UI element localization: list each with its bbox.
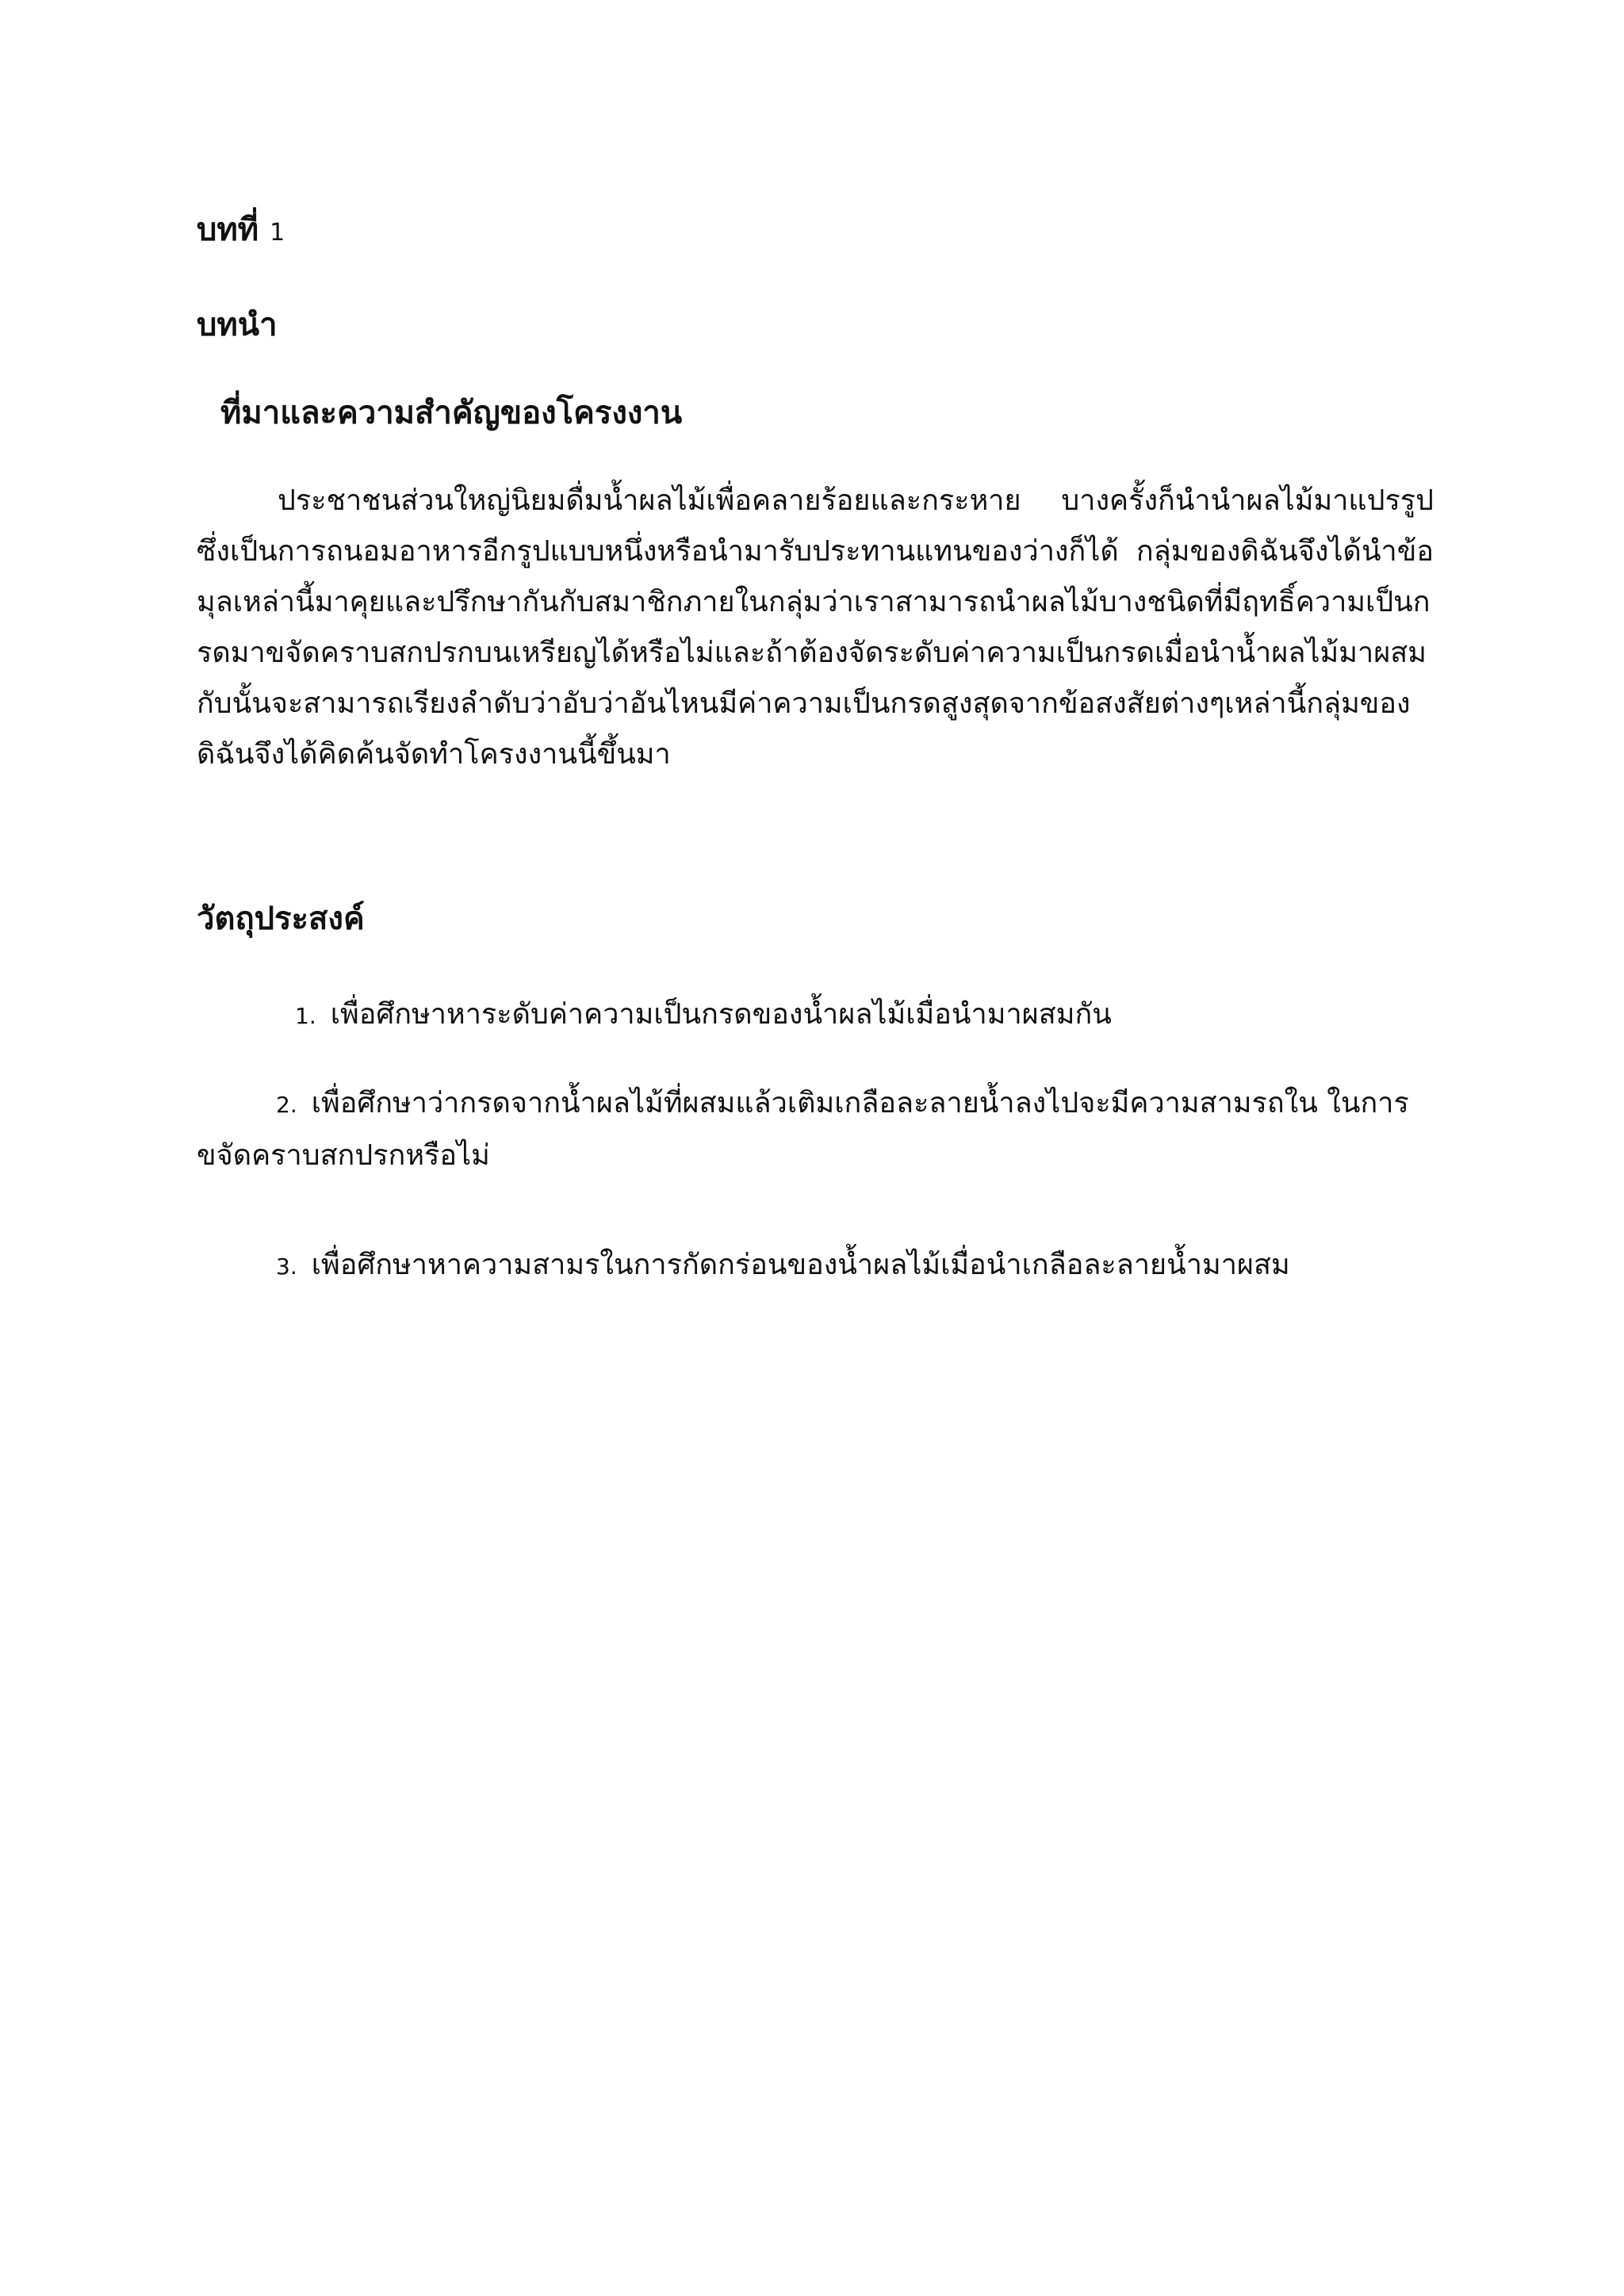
objective-item-2	[197, 1078, 1434, 1181]
objective-number: 3.	[276, 1253, 297, 1280]
chapter-title: บทนำ	[197, 307, 278, 343]
chapter-heading	[197, 211, 285, 252]
objective-text: เพื่อศึกษาว่ากรดจากน้ำผลไม้ที่ผสมแล้วเติมเกลือละลายน้ำลงไปจะมีความสามรถใน ในการขจัดคราบสกปรกหรือไม่	[197, 1087, 1409, 1172]
objective-number: 2.	[276, 1092, 297, 1118]
chapter-label: บทที่	[197, 212, 259, 248]
objectives-section-title: วัตถุประสงค์	[197, 901, 365, 937]
objective-text: เพื่อศึกษาหาระดับค่าความเป็นกรดของน้ำผลไม้เมื่อนำมาผสมกัน	[330, 998, 1112, 1031]
background-section-title: ที่มาและความสำคัญของโครงงาน	[220, 395, 683, 431]
objective-item-3	[276, 1240, 1434, 1292]
objective-item-1	[295, 989, 1429, 1042]
background-paragraph: ประชาชนส่วนใหญ่นิยมดื่มน้ำผลไม้เพื่อคลายร้อยและกระหาย บางครั้งก็นำนำผลไม้มาแปรรูปซึ่งเป็นการถนอมอาหารอีกรูปแบบหนึ่งหรือนำมารับประทานแทนของว่างก็ได้ กลุ่มของดิฉันจึงได้นำข้อมุลเหล่านี้มาคุยและปรึกษากันกับสมาชิกภายในกลุ่มว่าเราสามารถนำผลไม้บางชนิดที่มีฤทธิ์ความเป็นกรดมาขจัดคราบสกปรกบนเหรียญได้หรือไม่และถ้าต้องจัดระดับค่าความเป็นกรดเมื่อนำน้ำผลไม้มาผสมกับนั้นจะสามารถเรียงลำดับว่าอับว่าอันไหนมีค่าความเป็นกรดสูงสุดจากข้อสงสัยต่างๆเหล่านี้กลุ่มของดิฉันจึงได้คิดค้นจัดทำโครงงานนี้ขึ้นมา	[197, 484, 1434, 771]
objective-text: เพื่อศึกษาหาความสามรในการกัดกร่อนของน้ำผลไม้เมื่อนำเกลือละลายน้ำมาผสม	[311, 1249, 1290, 1281]
objective-number: 1.	[295, 1003, 316, 1029]
chapter-number: 1	[270, 219, 285, 247]
